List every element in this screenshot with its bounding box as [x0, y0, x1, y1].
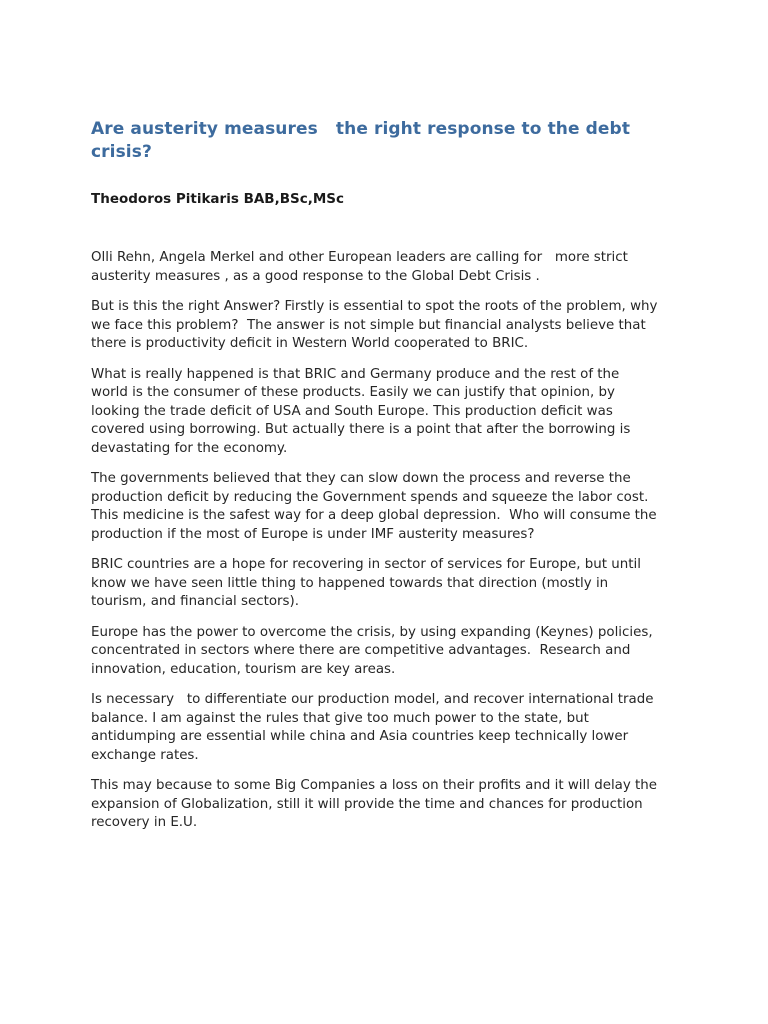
- paragraph-6: Europe has the power to overcome the crisis, by using expanding (Keynes) policies, concentrated in sectors where there are competitive advantages. Research and innovation, education, tourism are key areas.: [91, 624, 653, 677]
- paragraph-1: Olli Rehn, Angela Merkel and other European leaders are calling for more strict austerity measures , as a good response to the Global Debt Crisis .: [91, 250, 628, 284]
- paragraph-8: This may because to some Big Companies a loss on their profits and it will delay the expansion of Globalization, still it will provide the time and chances for production recovery in E.U.: [91, 778, 658, 830]
- paragraph-5: BRIC countries are a hope for recovering in sector of services for Europe, but until know we have seen little thing to happened towards that direction (mostly in tourism, and financial sectors).: [91, 557, 641, 609]
- article-title: Are austerity measures the right response to the debt crisis?: [91, 119, 631, 162]
- paragraph-3: What is really happened is that BRIC and Germany produce and the rest of the world is the consumer of these products. Easily we can justify that opinion, by looking the trade deficit of USA and South Europe. This production deficit was covered using borrowing. But actually there is a point that after the borrowing is devastating for the economy.: [91, 366, 631, 456]
- article-body: [91, 249, 691, 833]
- document-content: [91, 118, 691, 845]
- paragraph-2: But is this the right Answer? Firstly is essential to spot the roots of the problem, why we face this problem? The answer is not simple but financial analysts believe that there is productivity deficit in Western World cooperated to BRIC.: [91, 299, 658, 351]
- paragraph-7: Is necessary to differentiate our production model, and recover international trade balance. I am against the rules that give too much power to the state, but antidumping are essential while china and Asia countries keep technically lower exchange rates.: [91, 692, 654, 763]
- paragraph-4: The governments believed that they can slow down the process and reverse the production deficit by reducing the Government spends and squeeze the labor cost. This medicine is the safest way for a deep global depression. Who will consume the production if the most of Europe is under IMF austerity measures?: [91, 471, 657, 542]
- author-byline: Theodoros Pitikaris BAB,BSc,MSc: [91, 191, 345, 207]
